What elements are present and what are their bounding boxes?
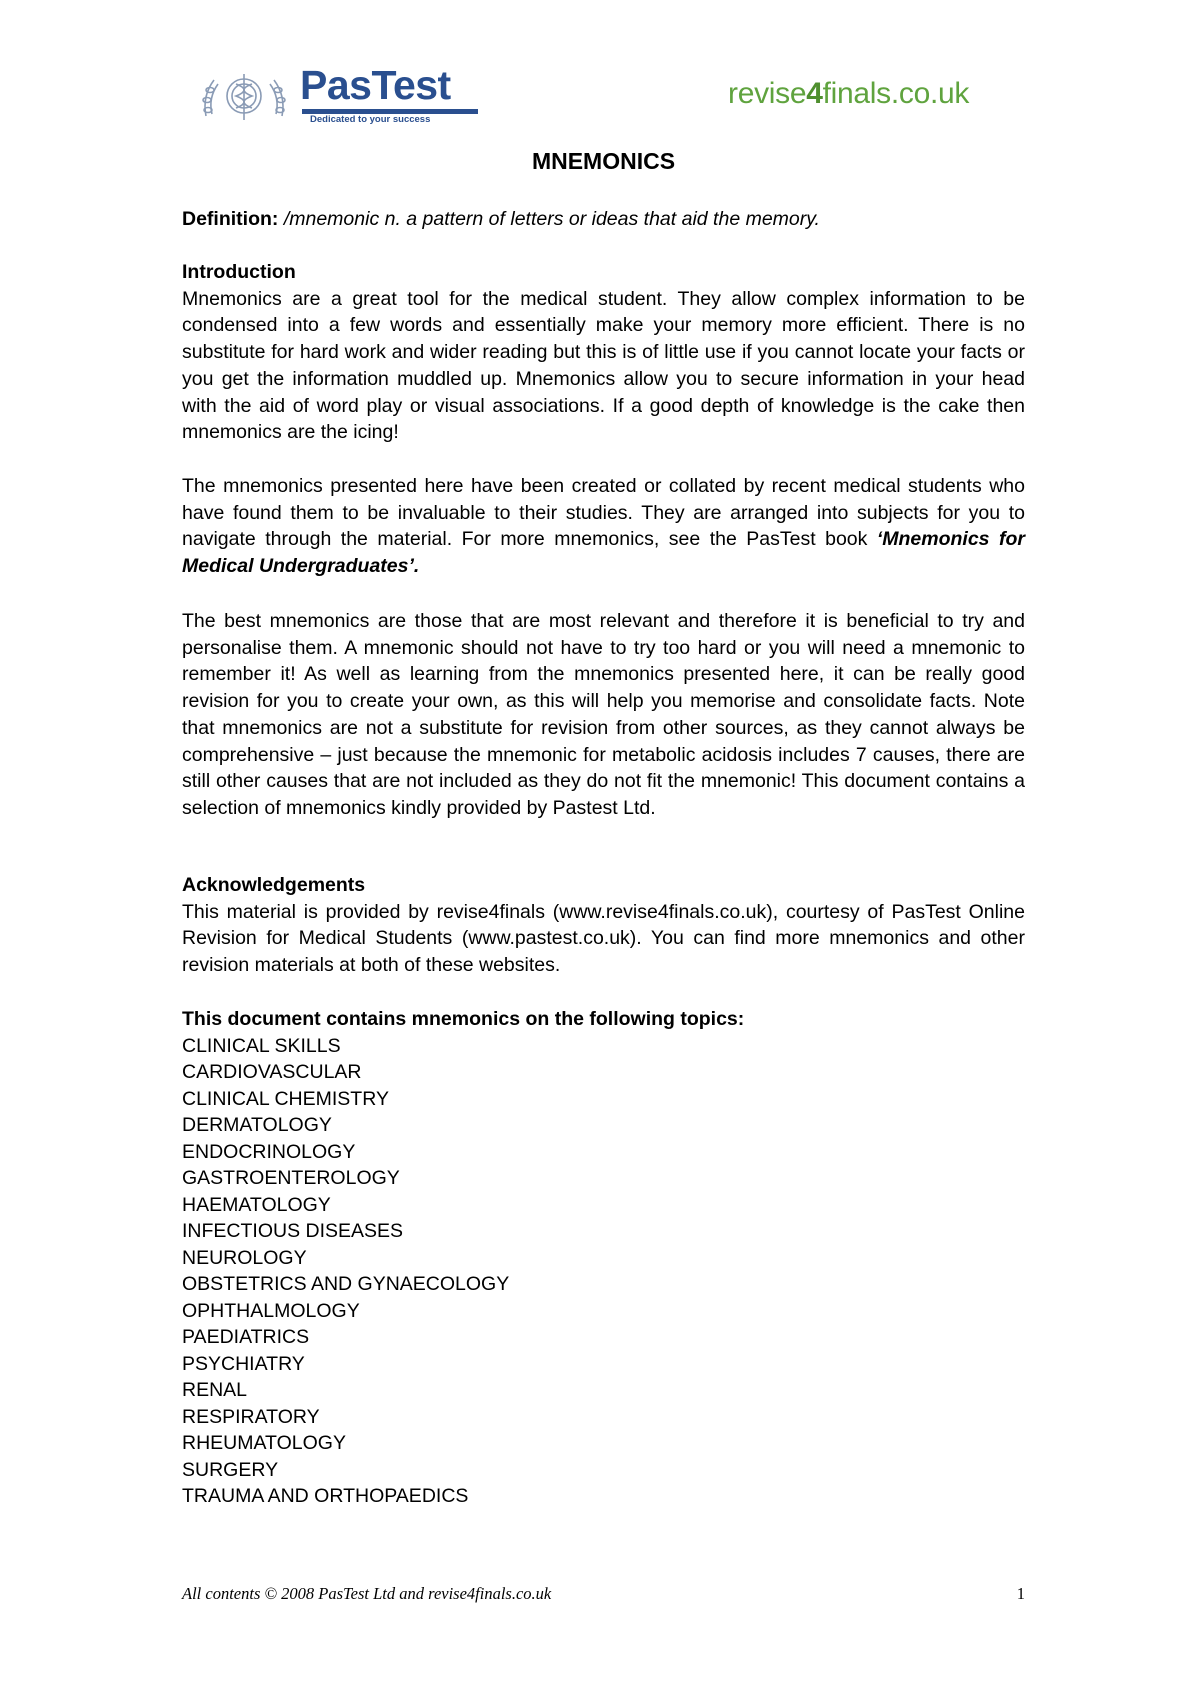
topic-item: CARDIOVASCULAR: [182, 1061, 362, 1084]
topic-item: OPHTHALMOLOGY: [182, 1299, 360, 1322]
acknowledgements-heading: Acknowledgements: [182, 874, 366, 896]
topic-item: CLINICAL SKILLS: [182, 1034, 341, 1057]
introduction-paragraph-3-section: [182, 608, 1025, 822]
topic-item: TRAUMA AND ORTHOPAEDICS: [182, 1485, 469, 1508]
topics-section: [182, 1006, 1025, 1510]
introduction-section: [182, 259, 1025, 446]
topic-item: CLINICAL CHEMISTRY: [182, 1087, 389, 1110]
pastest-logo-wordmark: PasTest: [300, 62, 451, 108]
definition-label: Definition:: [182, 208, 279, 230]
topic-item: RHEUMATOLOGY: [182, 1432, 346, 1455]
topic-item: PAEDIATRICS: [182, 1326, 310, 1349]
page-footer: [182, 1584, 1025, 1604]
topic-item: GASTROENTEROLOGY: [182, 1167, 400, 1190]
definition-text: /mnemonic n. a pattern of letters or ideas that aid the memory.: [278, 208, 820, 230]
topic-item: OBSTETRICS AND GYNAECOLOGY: [182, 1273, 510, 1296]
topic-item: PSYCHIATRY: [182, 1352, 305, 1375]
topic-item: NEUROLOGY: [182, 1246, 307, 1269]
topics-heading: This document contains mnemonics on the following topics:: [182, 1008, 745, 1030]
topic-item: INFECTIOUS DISEASES: [182, 1220, 404, 1243]
topic-item: RESPIRATORY: [182, 1405, 320, 1428]
definition: [182, 206, 820, 233]
revise4finals-logo: [728, 77, 969, 111]
document-title: MNEMONICS: [531, 148, 676, 174]
introduction-paragraph-2-text: The mnemonics presented here have been created or collated by recent medical students who have found them to be invaluable to their studies. They are arranged into subjects for you to navigate through the material. For more mnemonics, see the PasTest book: [182, 475, 1025, 551]
pastest-logo-tagline: Dedicated to your success: [310, 114, 431, 125]
introduction-paragraph-2-section: [182, 473, 1025, 580]
footer-copyright: All contents © 2008 PasTest Ltd and revise4finals.co.uk: [182, 1584, 552, 1603]
revise4finals-logo-post: finals.co.uk: [822, 77, 970, 110]
introduction-heading: Introduction: [182, 261, 296, 283]
introduction-paragraph-2: [182, 473, 1025, 580]
pastest-emblem-icon: [198, 70, 290, 122]
introduction-paragraph-3: The best mnemonics are those that are most relevant and therefore it is beneficial to try and personalise them. A mnemonic should not have to try too hard or you will need a mnemonic to remember it! As well as learning from the mnemonics presented here, it can be really good revision for you to create your own, as this will help you memorise and consolidate facts. Note that mnemonics are not a substitute for revision from other sources, as they cannot always be comprehensive – just because the mnemonic for metabolic acidosis includes 7 causes, there are still other causes that are not included as they do not fit the mnemonic! This document contains a selection of mnemonics kindly provided by Pastest Ltd.: [182, 610, 1025, 819]
acknowledgements-section: [182, 872, 1025, 979]
book-title: ‘Mnemonics for Medical Undergraduates’.: [182, 528, 1025, 578]
revise4finals-logo-pre: revise: [728, 77, 807, 110]
topic-item: DERMATOLOGY: [182, 1114, 332, 1137]
topic-item: SURGERY: [182, 1458, 279, 1481]
topic-item: ENDOCRINOLOGY: [182, 1140, 356, 1163]
topic-item: HAEMATOLOGY: [182, 1193, 331, 1216]
introduction-paragraph-1: Mnemonics are a great tool for the medical student. They allow complex information to be condensed into a few words and essentially make your memory more efficient. There is no substitute for hard work and wider reading but this is of little use if you cannot locate your facts or you get the information muddled up. Mnemonics allow you to secure information in your head with the aid of word play or visual associations. If a good depth of knowledge is the cake then mnemonics are the icing!: [182, 287, 1025, 444]
acknowledgements-text: This material is provided by revise4finals (www.revise4finals.co.uk), courtesy of PasTest Online Revision for Medical Students (www.pastest.co.uk). You can find more mnemonics and other revision materials at both of these websites.: [182, 900, 1025, 977]
page-number: 1: [1016, 1584, 1025, 1603]
pastest-logo: [198, 62, 498, 126]
topic-item: RENAL: [182, 1379, 248, 1402]
revise4finals-logo-four: 4: [806, 77, 823, 110]
topics-list: [182, 1033, 1025, 1510]
